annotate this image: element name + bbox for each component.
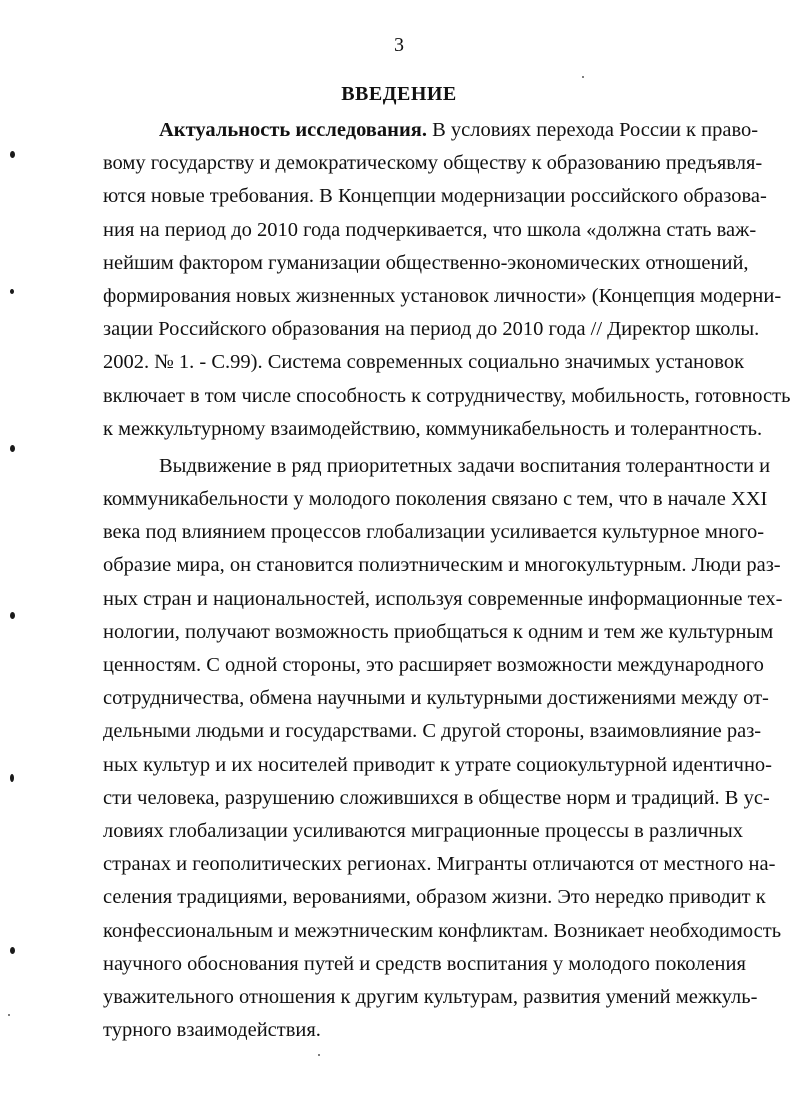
text-line: нейшим фактором гуманизации общественно-экономических отношений, — [103, 251, 749, 274]
bold-lead: Актуальность исследования. — [159, 119, 427, 141]
text-line: ценностям. С одной стороны, это расширяет возможности международного — [103, 654, 764, 676]
text-line: вому государству и демократическому обществу к образованию предъявля- — [103, 152, 763, 175]
page-number: 3 — [394, 34, 404, 56]
text-line: века под влиянием процессов глобализации усиливается культурное много- — [103, 521, 765, 544]
scan-speck — [8, 1014, 10, 1016]
text-line: сотрудничества, обмена научными и культурными достижениями между от- — [103, 687, 769, 710]
text-line: дельными людьми и государствами. С другой стороны, взаимовлияние раз- — [103, 720, 762, 743]
scan-speck — [582, 76, 584, 78]
text-line: ловиях глобализации усиливаются миграционные процессы в различных — [103, 819, 743, 842]
text-line: формирования новых жизненных установок личности» (Концепция модерни- — [103, 284, 782, 307]
text-line: коммуникабельности у молодого поколения связано с тем, что в начале XXI — [103, 488, 768, 511]
text-line: турного взаимодействия. — [103, 1019, 321, 1042]
text-line: ных стран и национальностей, используя современные информационные тех- — [103, 587, 783, 610]
binding-hole-mark — [10, 151, 15, 158]
text-line: конфессиональным и межэтническим конфликтам. Возникает необходимость — [103, 919, 782, 942]
paragraph-relevance — [103, 114, 791, 446]
binding-hole-mark — [10, 947, 15, 954]
text-line: Выдвижение в ряд приоритетных задачи воспитания толерантности и — [159, 454, 771, 477]
document-body — [103, 114, 791, 1047]
text-line: сти человека, разрушению сложившихся в обществе норм и традиций. В ус- — [103, 786, 770, 809]
text-line: научного обоснования путей и средств воспитания у молодого поколения — [103, 952, 746, 975]
paragraph-globalization — [103, 450, 783, 1047]
text-line: ются новые требования. В Концепции модернизации российского образова- — [103, 185, 767, 208]
scan-speck — [318, 1054, 320, 1056]
text-line: к межкультурному взаимодействию, коммуникабельность и толерантность. — [103, 417, 763, 440]
text-line: образие мира, он становится полиэтническим и многокультурным. Люди раз- — [103, 554, 781, 577]
text-line: включает в том числе способность к сотрудничеству, мобильность, готовность — [103, 384, 791, 407]
text-line: Актуальность исследования. В условиях перехода России к право- — [159, 119, 759, 141]
text-line: нологии, получают возможность приобщаться к одним и тем же культурным — [103, 620, 774, 643]
text-line: ных культур и их носителей приводит к утрате социокультурной идентично- — [103, 753, 773, 776]
text-line: странах и геополитических регионах. Мигранты отличаются от местного на- — [103, 853, 776, 876]
text-line: селения традициями, верованиями, образом жизни. Это нередко приводит к — [103, 886, 766, 909]
text-line: 2002. № 1. - С.99). Система современных социально значимых установок — [103, 351, 745, 374]
text-line: зации Российского образования на период до 2010 года // Директор школы. — [103, 318, 760, 341]
binding-hole-mark — [10, 774, 14, 782]
binding-hole-mark — [10, 612, 15, 619]
text-line: ния на период до 2010 года подчеркивается, что школа «должна стать важ- — [103, 218, 757, 241]
section-heading: ВВЕДЕНИЕ — [341, 83, 457, 105]
binding-hole-mark — [10, 289, 14, 294]
text-line: уважительного отношения к другим культурам, развития умений межкуль- — [103, 985, 758, 1008]
binding-hole-mark — [10, 445, 15, 452]
